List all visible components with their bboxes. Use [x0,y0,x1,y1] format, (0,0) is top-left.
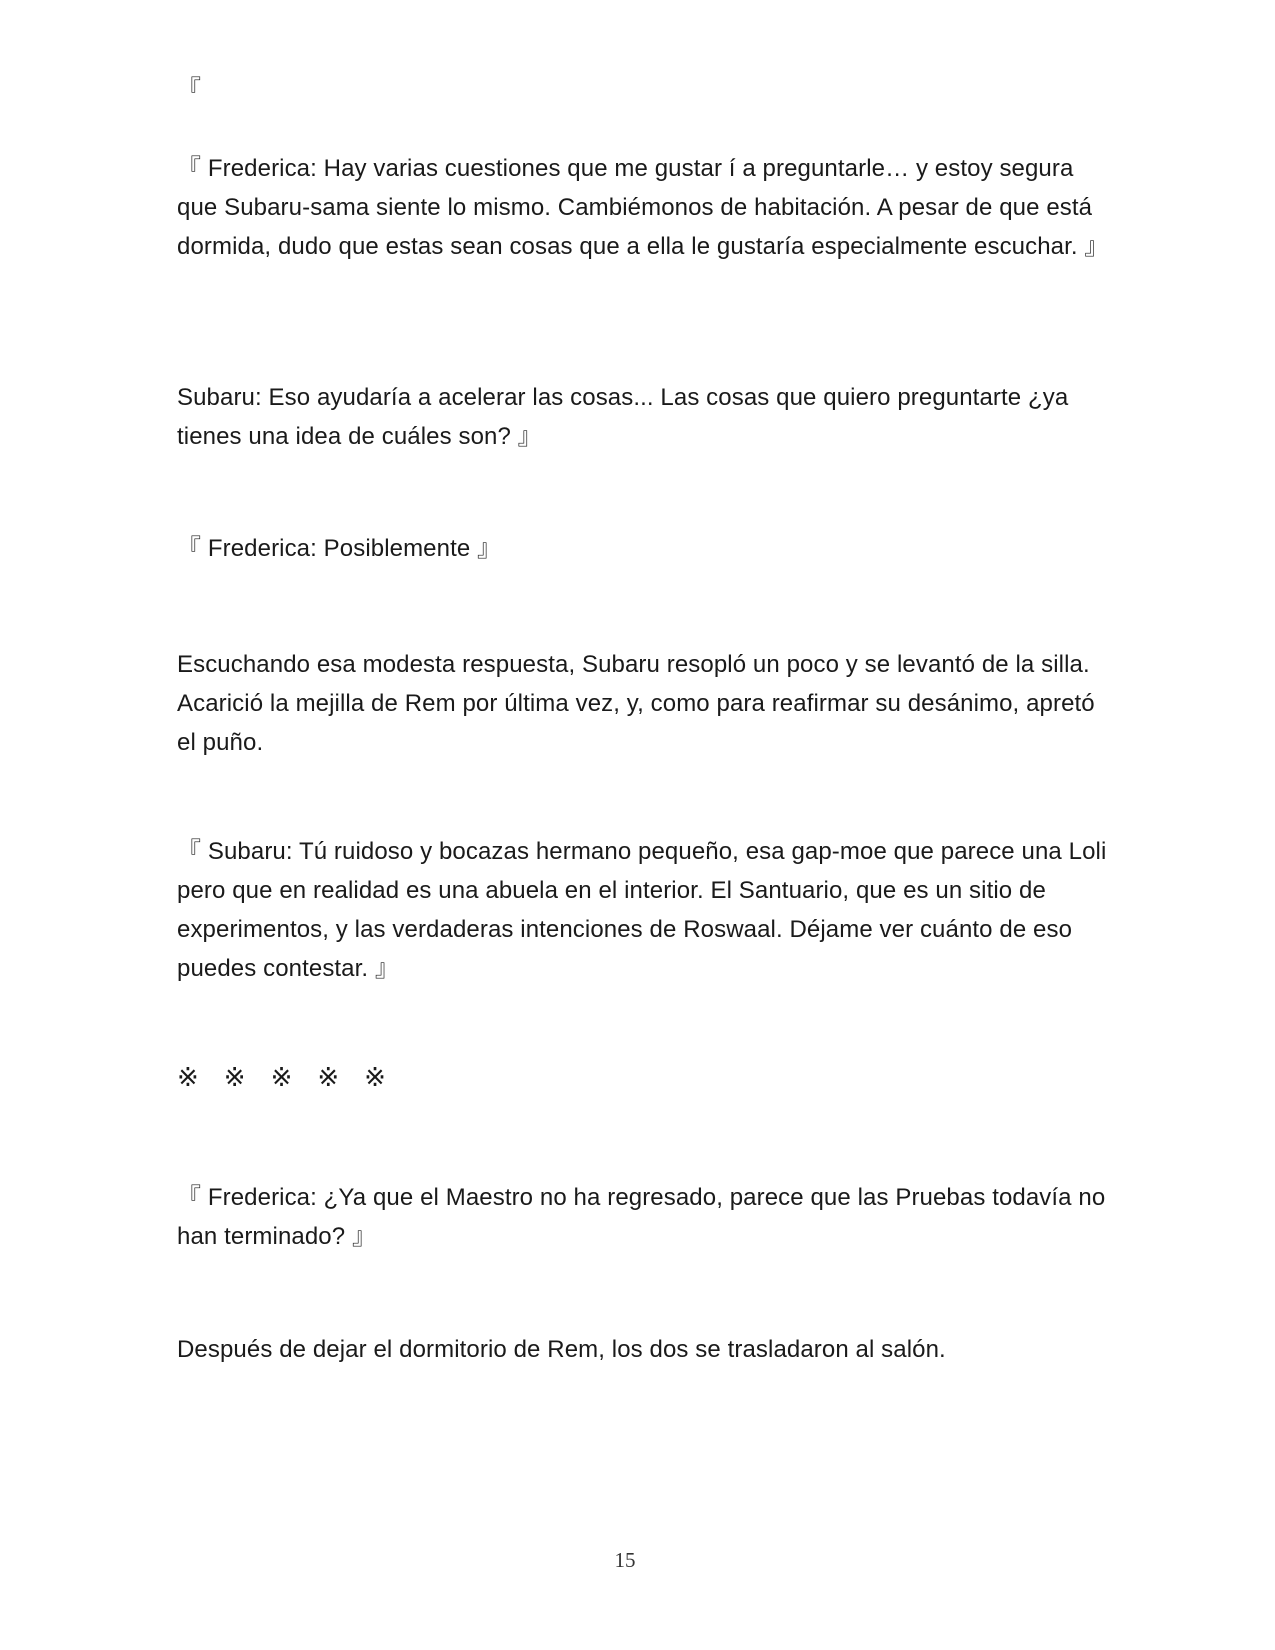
paragraph-frederica-questions: 『 Frederica: Hay varias cuestiones que me gustar í a preguntarle… y estoy segura que Subaru-sama siente lo mismo. Cambiémonos de habitación. A pesar de que está dormida, dudo que estas sean cosas que a ella le gustaría especialmente escuchar. 』 [177,155,1109,260]
scene-break-separator: ※※※※※ [177,1063,411,1093]
paragraph-frederica-trials: 『 Frederica: ¿Ya que el Maestro no ha regresado, parece que las Pruebas todavía no han terminado? 』 [177,1184,1106,1250]
paragraph-subaru-questions-list: 『 Subaru: Tú ruidoso y bocazas hermano pequeño, esa gap-moe que parece una Loli pero que en realidad es una abuela en el interior. El Santuario, que es un sitio de experimentos, y las verdaderas intenciones de Roswaal. Déjame ver cuánto de eso puedes contestar. 』 [177,838,1107,982]
paragraph-subaru-speed-up: Subaru: Eso ayudaría a acelerar las cosas... Las cosas que quiero preguntarte ¿ya tienes una idea de cuáles son? 』 [177,384,1069,450]
paragraph-opening-bracket: 『 [177,76,202,103]
paragraph-narration-rem-cheek: Escuchando esa modesta respuesta, Subaru resopló un poco y se levantó de la silla. Acarició la mejilla de Rem por última vez, y, como para reafirmar su desánimo, apretó el puño. [177,651,1095,756]
page-number: 15 [614,1548,636,1572]
paragraph-frederica-possibly: 『 Frederica: Posiblemente 』 [177,535,502,562]
paragraph-narration-salon: Después de dejar el dormitorio de Rem, los dos se trasladaron al salón. [177,1336,946,1363]
